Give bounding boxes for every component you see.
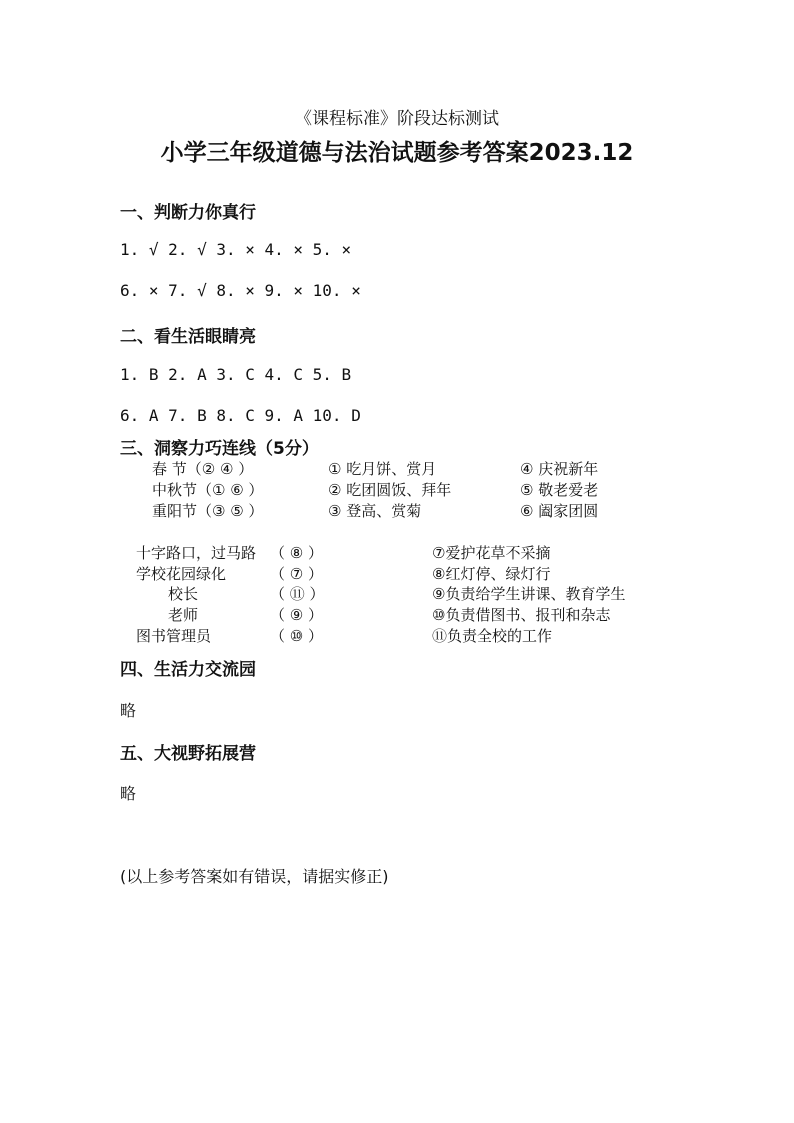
role-name: 十字路口，过马路 [136,544,257,562]
section-1-answers-row-1: 1. √ 2. √ 3. × 4. × 5. × [120,240,352,259]
role-name: 学校花园绿化 [136,565,227,583]
role-answer: （ ⑪ ） [270,585,325,603]
section-3-heading: 三、洞察力巧连线（5分） [120,439,319,459]
role-option: ⑨负责给学生讲课、教育学生 [432,585,626,603]
festival-name: 春 节（② ④ ） [152,460,254,478]
section-4-answer: 略 [120,701,137,720]
section-2-answers-row-1: 1. B 2. A 3. C 4. C 5. B [120,365,352,384]
section-5-heading: 五、大视野拓展营 [120,744,256,764]
role-option: ⑩负责借图书、报刊和杂志 [432,606,611,624]
festival-option: ① 吃月饼、赏月 [328,460,437,478]
role-answer: （ ⑧ ） [270,544,323,562]
footer-note: (以上参考答案如有错误，请据实修正) [120,867,389,886]
page-title: 小学三年级道德与法治试题参考答案2023.12 [160,140,634,166]
role-answer: （ ⑦ ） [270,565,323,583]
festival-option: ⑤ 敬老爱老 [520,481,599,499]
role-answer: （ ⑨ ） [270,606,323,624]
exam-subtitle: 《课程标准》阶段达标测试 [295,109,499,129]
section-4-heading: 四、生活力交流园 [120,660,256,680]
role-answer: （ ⑩ ） [270,627,323,645]
role-name: 校长 [168,585,199,603]
festival-name: 重阳节（③ ⑤ ） [152,502,264,520]
section-2-heading: 二、看生活眼睛亮 [120,327,256,347]
section-1-answers-row-2: 6. × 7. √ 8. × 9. × 10. × [120,281,361,300]
role-option: ⑦爱护花草不采摘 [432,544,551,562]
role-name: 图书管理员 [136,627,212,645]
role-option: ⑪负责全校的工作 [432,627,553,645]
section-2-answers-row-2: 6. A 7. B 8. C 9. A 10. D [120,406,361,425]
festival-option: ② 吃团圆饭、拜年 [328,481,452,499]
section-1-heading: 一、判断力你真行 [120,203,256,223]
role-name: 老师 [168,606,199,624]
section-5-answer: 略 [120,784,137,803]
role-option: ⑧红灯停、绿灯行 [432,565,551,583]
festival-option: ④ 庆祝新年 [520,460,599,478]
festival-option: ⑥ 阖家团圆 [520,502,599,520]
festival-option: ③ 登高、赏菊 [328,502,422,520]
festival-name: 中秋节（① ⑥ ） [152,481,264,499]
